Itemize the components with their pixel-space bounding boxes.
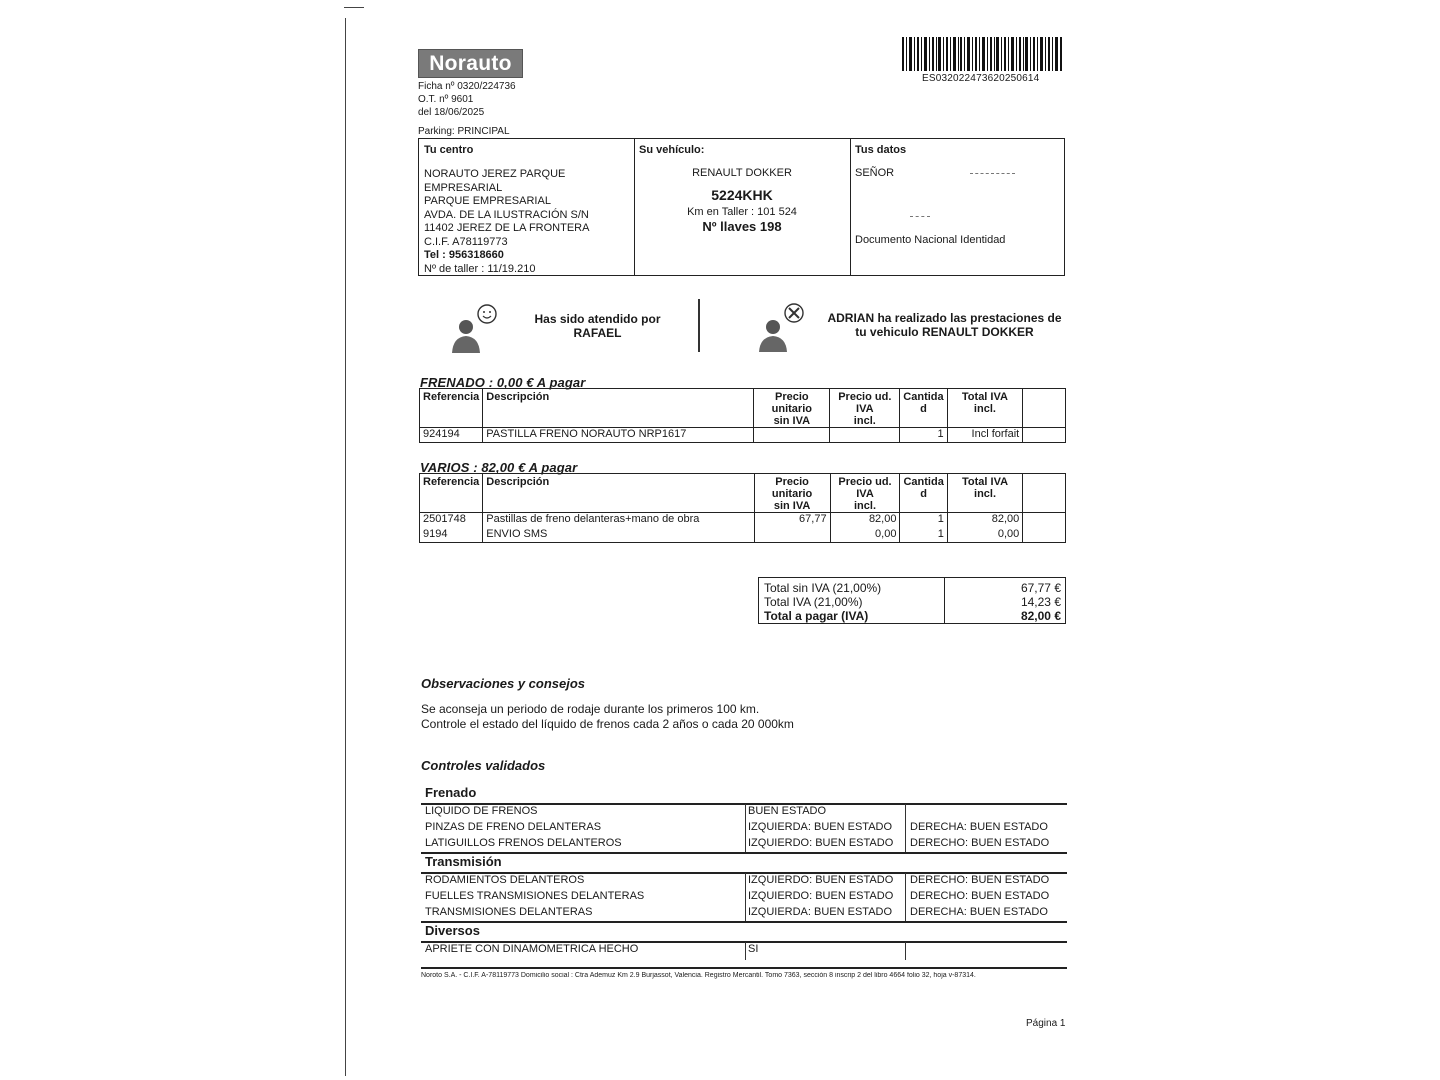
control-status-right: DERECHA: BUEN ESTADO <box>910 821 1048 833</box>
total-sin-iva-value: 67,77 € <box>1020 581 1061 595</box>
controles-title: Controles validados <box>421 758 546 773</box>
logo-text: Norauto <box>429 51 512 75</box>
control-label: APRIETE CON DINAMOMETRICA HECHO <box>425 943 639 955</box>
total-pagar-value: 82,00 € <box>1020 609 1061 623</box>
control-status-right: DERECHO: BUEN ESTADO <box>910 837 1050 849</box>
mechanic-text <box>822 311 1067 339</box>
cell-price-iva <box>830 428 900 443</box>
col-price-unit-l1: Precio unitario <box>771 476 813 500</box>
centro-column <box>419 139 635 275</box>
col-qty-l2: d <box>920 403 927 415</box>
col-price-iva <box>830 389 900 428</box>
total-sin-iva-label: Total sin IVA (21,00%) <box>764 581 882 595</box>
advisor-name: RAFAEL <box>573 326 622 340</box>
control-status-right: DERECHO: BUEN ESTADO <box>910 890 1050 902</box>
total-iva-label: Total IVA (21,00%) <box>764 595 863 609</box>
cell-total: 0,00 <box>947 528 1022 543</box>
col-price-unit-l1: Precio unitario <box>771 391 812 415</box>
vehicle-keys: Nº llaves 198 <box>702 219 782 234</box>
advisor-line: Has sido atendido por <box>534 312 661 326</box>
vehiculo-heading: Su vehículo: <box>639 144 705 156</box>
cell-desc: PASTILLA FRENO NORAUTO NRP1617 <box>483 428 754 443</box>
control-status: IZQUIERDO: BUEN ESTADO <box>748 837 894 849</box>
control-status: BUEN ESTADO <box>748 805 827 817</box>
col-price-iva-l1: Precio ud. IVA <box>838 476 892 500</box>
centro-line: C.I.F. A78119773 <box>424 235 508 248</box>
cell-ref: 2501748 <box>420 513 483 528</box>
vehicle-km: Km en Taller : 101 524 <box>687 206 797 218</box>
col-price-unit <box>754 389 830 428</box>
control-label: RODAMIENTOS DELANTEROS <box>425 874 585 886</box>
divider <box>421 852 1067 854</box>
centro-phone: Tel : 956318660 <box>424 249 504 261</box>
centro-line: EMPRESARIAL <box>424 181 503 194</box>
varios-table <box>419 473 1066 543</box>
col-price-iva-l1: Precio ud. IVA <box>838 391 892 415</box>
col-ref: Referencia <box>420 474 483 513</box>
parking-label: Parking: PRINCIPAL <box>418 126 510 137</box>
col-qty <box>900 389 947 428</box>
ticket-date: del 18/06/2025 <box>418 107 485 118</box>
page-number: Página 1 <box>1026 1018 1066 1029</box>
control-status: IZQUIERDO: BUEN ESTADO <box>748 890 894 902</box>
observaciones-title: Observaciones y consejos <box>421 676 586 691</box>
cell-qty: 1 <box>900 428 947 443</box>
column-divider <box>905 873 906 921</box>
cell-desc: Pastillas de freno delanteras+mano de obra <box>483 513 754 528</box>
attend-divider <box>698 299 700 352</box>
datos-heading: Tus datos <box>855 144 907 156</box>
col-empty <box>1023 389 1066 428</box>
totals-box <box>758 577 1066 624</box>
cell-ref: 9194 <box>420 528 483 543</box>
control-status-right: DERECHA: BUEN ESTADO <box>910 906 1048 918</box>
centro-heading: Tu centro <box>424 144 474 156</box>
cell-total: 82,00 <box>947 513 1022 528</box>
column-divider <box>905 942 906 960</box>
cell-price-unit <box>754 528 830 543</box>
controles-transmision-heading: Transmisión <box>425 854 502 869</box>
centro-line: AVDA. DE LA ILUSTRACIÓN S/N <box>424 208 589 221</box>
control-status: IZQUIERDO: BUEN ESTADO <box>748 874 894 886</box>
vehiculo-column <box>634 139 851 275</box>
centro-taller-number: Nº de taller : 11/19.210 <box>424 262 536 275</box>
cell-total: Incl forfait <box>947 428 1023 443</box>
column-divider <box>905 804 906 852</box>
column-divider <box>745 942 746 960</box>
col-total: Total IVA incl. <box>947 474 1022 513</box>
column-divider <box>745 804 746 852</box>
control-status-right: DERECHO: BUEN ESTADO <box>910 874 1050 886</box>
control-label: LATIGUILLOS FRENOS DELANTEROS <box>425 837 622 849</box>
mechanic-line: tu vehiculo RENAULT DOKKER <box>855 325 1034 339</box>
table-row <box>420 428 1066 443</box>
datos-column <box>850 139 1064 275</box>
mechanic-avatar-icon <box>757 302 807 352</box>
redacted-mark <box>970 173 1015 175</box>
control-label: LIQUIDO DE FRENOS <box>425 805 538 817</box>
cell-empty <box>1023 513 1066 528</box>
cell-price-unit: 67,77 <box>754 513 830 528</box>
scan-mark <box>344 7 364 8</box>
ticket-info <box>418 80 516 119</box>
observacion-line: Controle el estado del líquido de frenos cada 2 años o cada 20 000km <box>421 717 794 731</box>
centro-address <box>424 168 589 276</box>
frenado-table <box>419 388 1066 443</box>
cell-price-iva: 0,00 <box>830 528 900 543</box>
centro-line: 11402 JEREZ DE LA FRONTERA <box>424 222 590 234</box>
ot-number: O.T. nº 9601 <box>418 94 474 105</box>
datos-dni: Documento Nacional Identidad <box>855 234 1006 246</box>
vehicle-plate: 5224KHK <box>711 187 773 203</box>
cell-qty: 1 <box>900 513 947 528</box>
col-price-unit <box>754 474 830 513</box>
barcode-icon <box>902 37 1062 71</box>
control-status: SI <box>748 943 759 955</box>
scan-edge-line <box>345 18 346 1076</box>
divider <box>421 967 1067 969</box>
col-qty-l1: Cantida <box>903 391 944 403</box>
col-desc: Descripción <box>483 474 754 513</box>
cell-empty <box>1023 528 1066 543</box>
controles-frenado-heading: Frenado <box>425 785 477 800</box>
table-row <box>420 528 1066 543</box>
cell-price-unit <box>754 428 830 443</box>
col-empty <box>1023 474 1066 513</box>
observaciones-text <box>421 702 794 732</box>
varios-section-title: VARIOS : 82,00 € A pagar <box>420 460 578 475</box>
total-iva-value: 14,23 € <box>1020 595 1061 609</box>
control-label: PINZAS DE FRENO DELANTERAS <box>425 821 602 833</box>
col-total: Total IVA incl. <box>947 389 1023 428</box>
ficha-number: Ficha nº 0320/224736 <box>418 81 516 92</box>
cell-price-iva: 82,00 <box>830 513 900 528</box>
cell-empty <box>1023 428 1066 443</box>
centro-line: NORAUTO JEREZ PARQUE <box>424 168 566 180</box>
control-status: IZQUIERDA: BUEN ESTADO <box>748 821 893 833</box>
advisor-text <box>520 312 675 340</box>
cell-desc: ENVIO SMS <box>483 528 754 543</box>
cell-ref: 924194 <box>420 428 483 443</box>
col-price-unit-l2: sin IVA <box>773 500 811 512</box>
column-divider <box>745 873 746 921</box>
vehicle-model: RENAULT DOKKER <box>692 167 792 179</box>
controles-diversos-heading: Diversos <box>425 923 480 938</box>
cell-qty: 1 <box>900 528 947 543</box>
divider <box>421 921 1067 923</box>
control-label: TRANSMISIONES DELANTERAS <box>425 906 593 918</box>
col-qty-l2: d <box>920 488 927 500</box>
barcode-number: ES032022473620250614 <box>922 73 1040 84</box>
table-row <box>420 513 1066 528</box>
observacion-line: Se aconseja un periodo de rodaje durante los primeros 100 km. <box>421 702 760 716</box>
norauto-logo <box>418 49 523 78</box>
col-price-unit-l2: sin IVA <box>773 415 811 427</box>
col-qty <box>900 474 947 513</box>
mechanic-line: ADRIAN ha realizado las prestaciones de <box>827 311 1062 325</box>
col-desc: Descripción <box>483 389 754 428</box>
legal-footer: Noroto S.A. - C.I.F. A-78119773 Domicilio social : Ctra Ademuz Km 2.9 Burjassot, Valencia. Registro Mercantil. Tomo 7363, sección 8 inscrip 2 del libro 4664 folio 32, hoja v-87314. <box>421 972 976 979</box>
redacted-mark <box>910 216 930 218</box>
frenado-section-title: FRENADO : 0,00 € A pagar <box>420 375 586 390</box>
col-price-iva <box>830 474 900 513</box>
advisor-avatar-icon <box>450 303 500 353</box>
vehiculo-details <box>634 167 850 234</box>
info-box <box>418 138 1065 276</box>
control-label: FUELLES TRANSMISIONES DELANTERAS <box>425 890 645 902</box>
control-status: IZQUIERDA: BUEN ESTADO <box>748 906 893 918</box>
col-qty-l1: Cantida <box>903 476 944 488</box>
table-header-row <box>420 474 1066 513</box>
col-price-iva-l2: incl. <box>854 500 877 512</box>
table-header-row <box>420 389 1066 428</box>
datos-salutation: SEÑOR <box>855 167 895 179</box>
centro-line: PARQUE EMPRESARIAL <box>424 195 551 207</box>
col-ref: Referencia <box>420 389 483 428</box>
col-price-iva-l2: incl. <box>853 415 876 427</box>
total-pagar-label: Total a pagar (IVA) <box>764 609 869 623</box>
